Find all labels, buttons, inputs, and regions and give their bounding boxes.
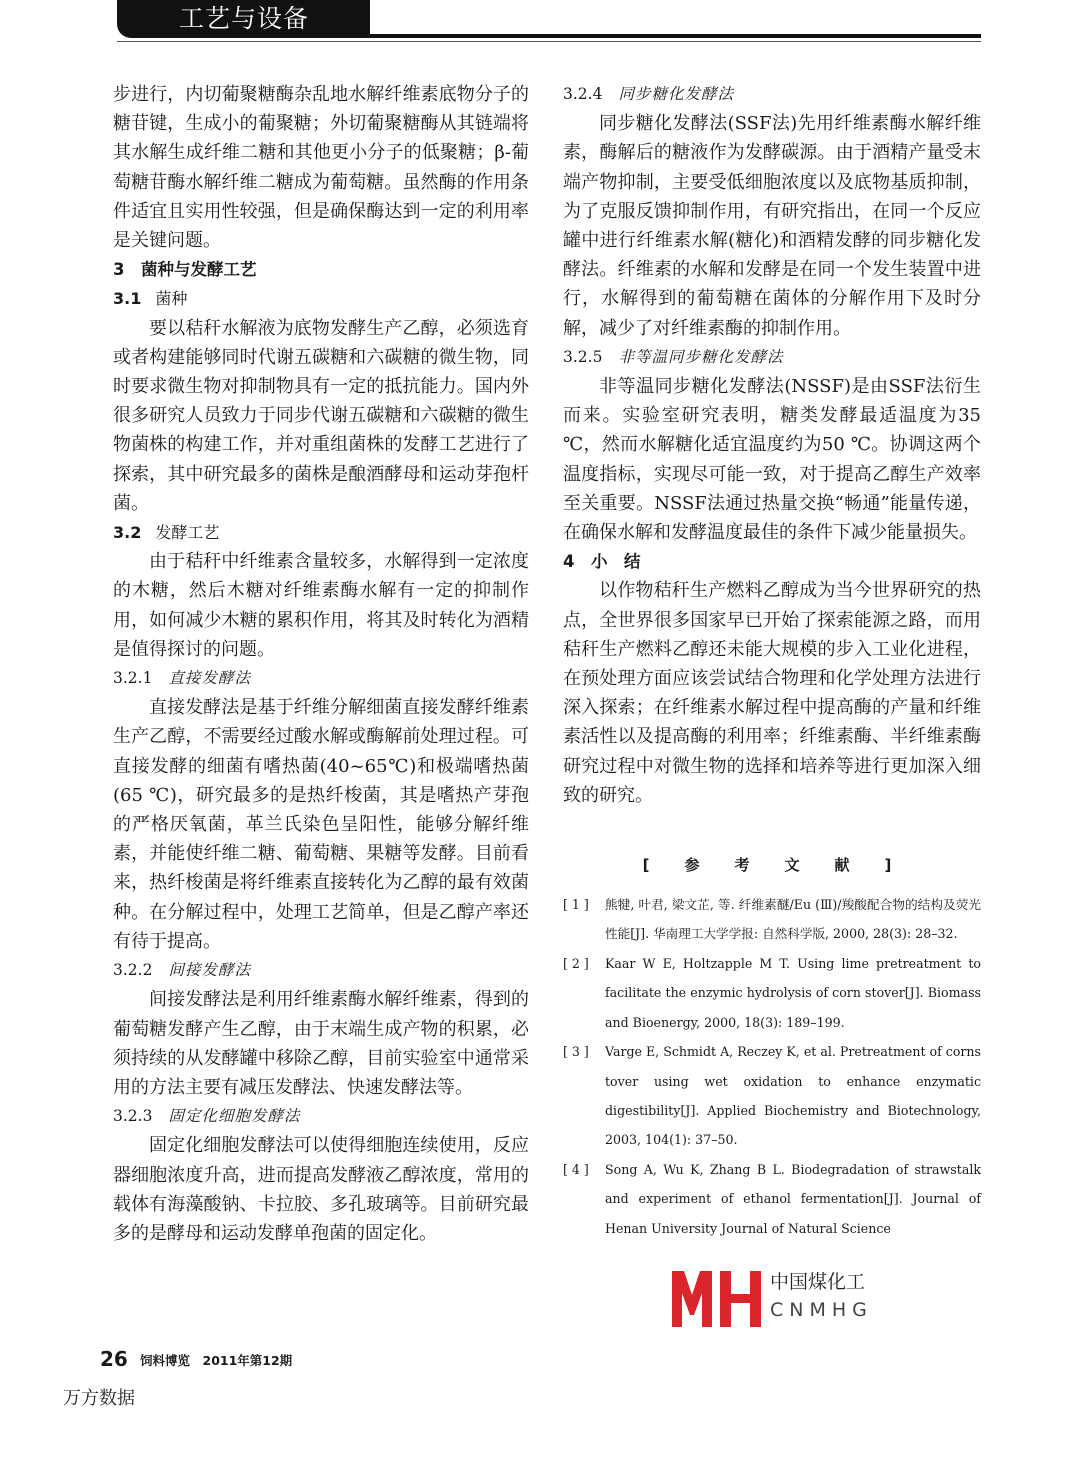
subsubsection-heading-3-2-3 xyxy=(113,1102,529,1131)
page-number: 26 xyxy=(100,1347,128,1371)
reference-text: Kaar W E, Holtzapple M T. Using lime pretreatment to facilitate the enzymic hydrolysis of corn stover[J]. Biomass and Bioenergy, 2000, 18(3): 189–199. xyxy=(605,955,981,1030)
heading-title: 同步糖化发酵法 xyxy=(618,85,734,103)
journal-info: 饲料博览 2011年第12期 xyxy=(140,1353,293,1368)
paragraph-3-2: 由于秸秆中纤维素含量较多，水解得到一定浓度的木糖，然后木糖对纤维素酶水解有一定的抑制作用，如何减少木糖的累积作用，将其及时转化为酒精是值得探讨的问题。 xyxy=(113,551,529,660)
section-heading-3: 3 菌种与发酵工艺 xyxy=(113,260,257,280)
reference-item xyxy=(563,1155,981,1243)
heading-title: 间接发酵法 xyxy=(168,961,251,980)
reference-item xyxy=(563,949,981,1037)
heading-title: 固定化细胞发酵法 xyxy=(168,1107,301,1126)
subsubsection-heading-3-2-4 xyxy=(563,80,981,109)
heading-title: 发酵工艺 xyxy=(155,523,220,543)
section-heading-4: 4 小 结 xyxy=(563,552,641,572)
watermark-text-cn: 中国煤化工 xyxy=(768,1267,867,1294)
watermark-mh-icon xyxy=(668,1265,768,1333)
watermark-text-en: CNMHG xyxy=(770,1299,873,1321)
reference-number: [ 2 ] xyxy=(563,955,589,971)
heading-title: 非等温同步糖化发酵法 xyxy=(618,347,784,366)
header-rule-thin xyxy=(117,41,981,42)
heading-number: 3.2.2 xyxy=(113,961,153,980)
heading-number: 3.2.5 xyxy=(563,347,603,366)
subsection-heading-3-1 xyxy=(113,284,529,313)
paragraph-3-1: 要以秸秆水解液为底物发酵生产乙醇，必须选育或者构建能够同时代谢五碳糖和六碳糖的微生物，同时要求微生物对抑制物具有一定的抵抗能力。国内外很多研究人员致力于同步代谢五碳糖和六碳糖的微生物菌株的构建工作，并对重组菌株的发酵工艺进行了探索，其中研究最多的菌株是酿酒酵母和运动芽孢杆菌。 xyxy=(113,317,529,514)
database-label: 万方数据 xyxy=(63,1388,135,1409)
subsubsection-heading-3-2-1 xyxy=(113,664,529,693)
watermark-logo xyxy=(668,1265,888,1333)
left-column xyxy=(113,80,529,1248)
heading-number: 3.2.1 xyxy=(113,669,153,688)
paragraph-3-2-5: 非等温同步糖化发酵法(NSSF)是由SSF法衍生而来。实验室研究表明，糖类发酵最适温度为35 ℃，然而水解糖化适宜温度约为50 ℃。协调这两个温度指标，实现尽可能一致，对于提高乙醇生产效率至关重要。NSSF法通过热量交换“畅通”能量传递，在确保水解和发酵温度最佳的条件下减少能量损失。 xyxy=(563,376,981,544)
paragraph-3-2-4: 同步糖化发酵法(SSF法)先用纤维素酶水解纤维素，酶解后的糖液作为发酵碳源。由于酒精产量受末端产物抑制，主要受低细胞浓度以及底物基质抑制，为了克服反馈抑制作用，有研究指出，在同一个反应罐中进行纤维素水解(糖化)和酒精发酵的同步糖化发酵法。纤维素的水解和发酵是在同一个发生装置中进行，水解得到的葡萄糖在菌体的分解作用下及时分解，减少了对纤维素酶的抑制作用。 xyxy=(563,113,981,339)
paragraph-3-2-2: 间接发酵法是利用纤维素酶水解纤维素，得到的葡萄糖发酵产生乙醇，由于末端生成产物的积累，必须持续的从发酵罐中移除乙醇，目前实验室中通常采用的方法主要有减压发酵法、快速发酵法等。 xyxy=(113,989,529,1098)
header-rule xyxy=(370,34,981,38)
right-column xyxy=(563,80,981,1243)
references-heading: [ 参 考 文 献 ] xyxy=(642,856,902,875)
subsubsection-heading-3-2-5 xyxy=(563,343,981,372)
paragraph-4: 以作物秸秆生产燃料乙醇成为当今世界研究的热点，全世界很多国家早已开始了探索能源之路，而用秸秆生产燃料乙醇还未能大规模的步入工业化进程，在预处理方面应该尝试结合物理和化学处理方法进行深入探索；在纤维素水解过程中提高酶的产量和纤维素活性以及提高酶的利用率；纤维素酶、半纤维素酶研究过程中对微生物的选择和培养等进行更加深入细致的研究。 xyxy=(563,580,981,806)
heading-title: 菌种 xyxy=(155,289,188,309)
reference-number: [ 1 ] xyxy=(563,897,589,913)
subsubsection-heading-3-2-2 xyxy=(113,956,529,985)
reference-text: 熊犍, 叶君, 梁文芷, 等. 纤维素醚/Eu (Ⅲ)/羧酸配合物的结构及荧光性能[J]. 华南理工大学学报: 自然科学版, 2000, 28(3): 28–32. xyxy=(605,897,981,942)
heading-number: 3.2.4 xyxy=(563,85,603,103)
heading-number: 3.2 xyxy=(113,523,142,543)
heading-number: 3.2.3 xyxy=(113,1107,153,1126)
reference-item xyxy=(563,1037,981,1155)
heading-number: 3.1 xyxy=(113,289,142,309)
reference-text: Song A, Wu K, Zhang B L. Biodegradation of strawstalk and experiment of ethanol fermentation[J]. Journal of Henan University Journal of Natural Science xyxy=(605,1161,981,1236)
reference-number: [ 4 ] xyxy=(563,1161,589,1177)
reference-item xyxy=(563,890,981,949)
reference-text: Varge E, Schmidt A, Reczey K, et al. Pretreatment of corns tover using wet oxidation to enhance enzymatic digestibility[J]. Applied Biochemistry and Biotechnology, 2003, 104(1): 37–50. xyxy=(605,1044,981,1148)
heading-title: 直接发酵法 xyxy=(168,669,251,688)
subsection-heading-3-2 xyxy=(113,518,529,547)
paragraph-3-2-1: 直接发酵法是基于纤维分解细菌直接发酵纤维素生产乙醇，不需要经过酸水解或酶解前处理过程。可直接发酵的细菌有嗜热菌(40~65℃)和极端嗜热菌(65 ℃)，研究最多的是热纤梭菌，其是嗜热产芽孢的严格厌氧菌，革兰氏染色呈阳性，能够分解纤维素，并能使纤维二糖、葡萄糖、果糖等发酵。目前看来，热纤梭菌是将纤维素直接转化为乙醇的最有效菌种。在分解过程中，处理工艺简单，但是乙醇产率还有待于提高。 xyxy=(113,697,529,952)
section-header: 工艺与设备 xyxy=(117,0,370,38)
paragraph-3-2-3: 固定化细胞发酵法可以使得细胞连续使用，反应器细胞浓度升高，进而提高发酵液乙醇浓度，常用的载体有海藻酸钠、卡拉胶、多孔玻璃等。目前研究最多的是酵母和运动发酵单孢菌的固定化。 xyxy=(113,1135,529,1244)
reference-number: [ 3 ] xyxy=(563,1044,589,1060)
paragraph-continued: 步进行，内切葡聚糖酶杂乱地水解纤维素底物分子的糖苷键，生成小的葡聚糖；外切葡聚糖酶从其链端将其水解生成纤维二糖和其他更小分子的低聚糖；β-葡萄糖苷酶水解纤维二糖成为葡萄糖。虽然酶的作用条件适宜且实用性较强，但是确保酶达到一定的利用率是关键问题。 xyxy=(113,84,529,252)
